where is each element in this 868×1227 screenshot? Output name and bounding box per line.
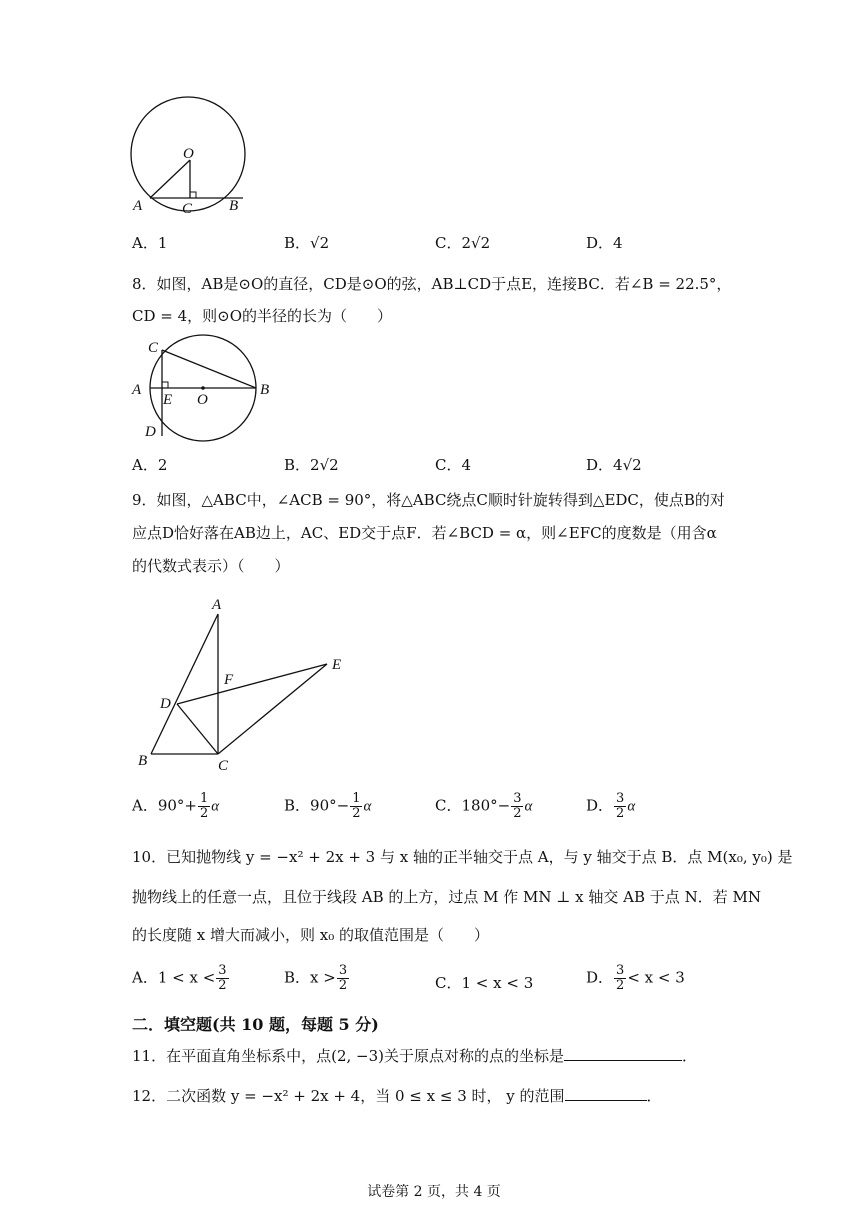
q9-stem-line1: 9．如图，△ABC中，∠ACB = 90°，将△ABC绕点C顺时针旋转得到△EDC，使点B的对 — [132, 491, 725, 509]
q9-label-a: A — [212, 597, 222, 613]
q9-label-c: C — [218, 758, 229, 774]
q8-stem-line2: CD = 4，则⊙O的半径的长为（ ） — [132, 307, 393, 325]
q7-figure — [125, 92, 255, 217]
q8-label-o: O — [197, 392, 208, 408]
q8-figure — [128, 332, 278, 444]
q9-stem-line2: 应点D恰好落在AB边上，AC、ED交于点F．若∠BCD = α，则∠EFC的度数是（用含α — [132, 524, 717, 542]
q7-label-b: B — [229, 198, 239, 214]
q8-label-a: A — [132, 382, 142, 398]
q12-answer-blank[interactable] — [565, 1086, 647, 1101]
q8-option-b[interactable]: B．2√2 — [284, 456, 339, 474]
q7-label-c: C — [182, 201, 193, 217]
q9-option-b[interactable]: B．90°− $\frac{1}{2}$ α — [284, 791, 372, 821]
q10-stem-line3: 的长度随 x 增大而减小，则 x₀ 的取值范围是（ ） — [132, 926, 490, 944]
q9-label-b: B — [138, 753, 148, 769]
q7-label-a: A — [133, 198, 143, 214]
q9-figure — [130, 592, 360, 777]
q7-label-o: O — [183, 146, 194, 162]
q9-stem-line3: 的代数式表示）（ ） — [132, 557, 290, 575]
q10-stem-line1: 10．已知抛物线 y = −x² + 2x + 3 与 x 轴的正半轴交于点 A，与 y 轴交于点 B．点 M(x₀, y₀) 是 — [132, 848, 793, 866]
q8-option-c[interactable]: C．4 — [435, 456, 472, 474]
q8-option-a[interactable]: A．2 — [132, 456, 168, 474]
q10-option-d[interactable]: D． $\frac{3}{2}$ < x < 3 — [586, 963, 685, 993]
q8-label-b: B — [260, 382, 270, 398]
q7-option-d[interactable]: D．4 — [586, 234, 623, 252]
q11-answer-blank[interactable] — [564, 1046, 682, 1061]
q10-option-b[interactable]: B．x > $\frac{3}{2}$ — [284, 963, 348, 993]
fraction: $\frac{3}{2}$ — [218, 963, 227, 993]
q9-label-d: D — [160, 696, 171, 712]
fraction: $\frac{3}{2}$ — [338, 963, 348, 993]
q10-option-c[interactable]: C．1 < x < 3 — [435, 974, 534, 992]
fraction: $\frac{3}{2}$ — [513, 791, 522, 821]
q9-option-c[interactable]: C．180°− $\frac{3}{2}$ α — [435, 791, 533, 821]
q8-label-d: D — [145, 424, 156, 440]
fraction: $\frac{1}{2}$ — [352, 791, 361, 821]
section-heading: 二．填空题(共 10 题，每题 5 分) — [132, 1015, 379, 1034]
q7-option-c[interactable]: C．2√2 — [435, 234, 491, 252]
q8-stem-line1: 8．如图，AB是⊙O的直径，CD是⊙O的弦，AB⊥CD于点E，连接BC．若∠B = 22.5°， — [132, 275, 732, 293]
fraction: $\frac{1}{2}$ — [200, 791, 209, 821]
q11-stem: 11．在平面直角坐标系中，点(2, −3)关于原点对称的点的坐标是 ． — [132, 1047, 698, 1065]
q8-label-c: C — [148, 340, 159, 356]
page-footer: 试卷第 2 页，共 4 页 — [367, 1184, 501, 1200]
q8-label-e: E — [163, 392, 173, 408]
q7-option-b[interactable]: B．√2 — [284, 234, 330, 252]
q9-option-d[interactable]: D． $\frac{3}{2}$ α — [586, 791, 636, 821]
q12-stem: 12．二次函数 y = −x² + 2x + 4，当 0 ≤ x ≤ 3 时， y 的范围 ． — [132, 1087, 662, 1105]
fraction: $\frac{3}{2}$ — [616, 791, 625, 821]
q7-option-a[interactable]: A．1 — [132, 234, 168, 252]
q9-option-a[interactable]: A．90°+ $\frac{1}{2}$ α — [132, 791, 220, 821]
q9-label-f: F — [224, 672, 234, 688]
q10-stem-line2: 抛物线上的任意一点，且位于线段 AB 的上方，过点 M 作 MN ⊥ x 轴交 AB 于点 N．若 MN — [132, 888, 761, 906]
fraction: $\frac{3}{2}$ — [616, 963, 625, 993]
q10-option-a[interactable]: A．1 < x < $\frac{3}{2}$ — [132, 963, 227, 993]
q9-label-e: E — [332, 657, 342, 673]
q8-option-d[interactable]: D．4√2 — [586, 456, 642, 474]
